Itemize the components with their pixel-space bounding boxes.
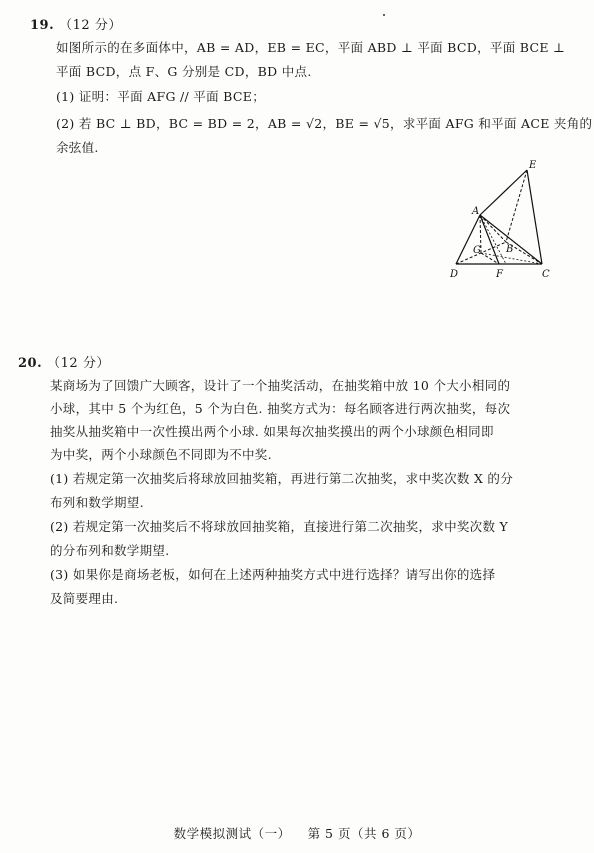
edge-ab bbox=[480, 215, 506, 242]
q19-number: 19. bbox=[30, 18, 55, 33]
label-b: B bbox=[506, 244, 514, 255]
q19-score: （12 分） bbox=[59, 18, 122, 33]
q20-line-1: 某商场为了回馈广大顾客，设计了一个抽奖活动，在抽奖箱中放 10 个大小相同的 bbox=[50, 378, 511, 393]
q19-line-3: (1) 证明：平面 AFG // 平面 BCE； bbox=[56, 89, 265, 104]
polyhedron-figure bbox=[444, 156, 554, 286]
q20-line-4: 为中奖，两个小球颜色不同即为不中奖. bbox=[50, 447, 272, 462]
q20-line-5: (1) 若规定第一次抽奖后将球放回抽奖箱，再进行第二次抽奖，求中奖次数 X 的分 bbox=[50, 471, 514, 486]
page-footer bbox=[0, 824, 594, 842]
label-f: F bbox=[496, 269, 503, 280]
q19-line-1: 如图所示的在多面体中，AB = AD，EB = EC，平面 ABD ⊥ 平面 BCD，平面 BCE ⊥ bbox=[56, 40, 566, 55]
edge-ae bbox=[480, 170, 527, 215]
q20-number: 20. bbox=[18, 356, 43, 371]
edge-ec bbox=[527, 170, 542, 264]
footer-page-number: 第 5 页（共 6 页） bbox=[307, 826, 421, 841]
label-d: D bbox=[450, 269, 459, 280]
q20-line-9: (3) 如果你是商场老板，如何在上述两种抽奖方式中进行选择？请写出你的选择 bbox=[50, 567, 496, 582]
q20-line-8: 的分布列和数学期望. bbox=[50, 543, 170, 558]
q20-line-6: 布列和数学期望. bbox=[50, 495, 144, 510]
q20-header bbox=[18, 352, 110, 371]
q20-line-10: 及简要理由. bbox=[50, 591, 119, 606]
label-g: G bbox=[473, 245, 481, 256]
scan-speck bbox=[383, 14, 385, 16]
footer-subject: 数学模拟测试（一） bbox=[173, 826, 291, 841]
q19-line-2: 平面 BCD，点 F、G 分别是 CD，BD 中点. bbox=[56, 64, 312, 79]
edge-da bbox=[456, 215, 480, 264]
label-c: C bbox=[542, 269, 550, 280]
q20-line-7: (2) 若规定第一次抽奖后不将球放回抽奖箱，直接进行第二次抽奖，求中奖次数 Y bbox=[50, 519, 509, 534]
q20-line-3: 抽奖从抽奖箱中一次性摸出两个小球. 如果每次抽奖摸出的两个小球颜色相同即 bbox=[50, 424, 494, 439]
label-e: E bbox=[529, 160, 537, 171]
q19-header bbox=[30, 14, 122, 33]
q20-score: （12 分） bbox=[47, 356, 110, 371]
q20-line-2: 小球，其中 5 个为红色，5 个为白色. 抽奖方式为：每名顾客进行两次抽奖，每次 bbox=[50, 401, 511, 416]
polyhedron-diagram bbox=[444, 156, 554, 286]
q19-line-5: 余弦值. bbox=[56, 140, 99, 155]
q19-line-4: (2) 若 BC ⊥ BD，BC = BD = 2，AB = √2，BE = √5，求平面 AFG 和平面 ACE 夹角的 bbox=[56, 116, 593, 131]
label-a: A bbox=[472, 206, 480, 217]
